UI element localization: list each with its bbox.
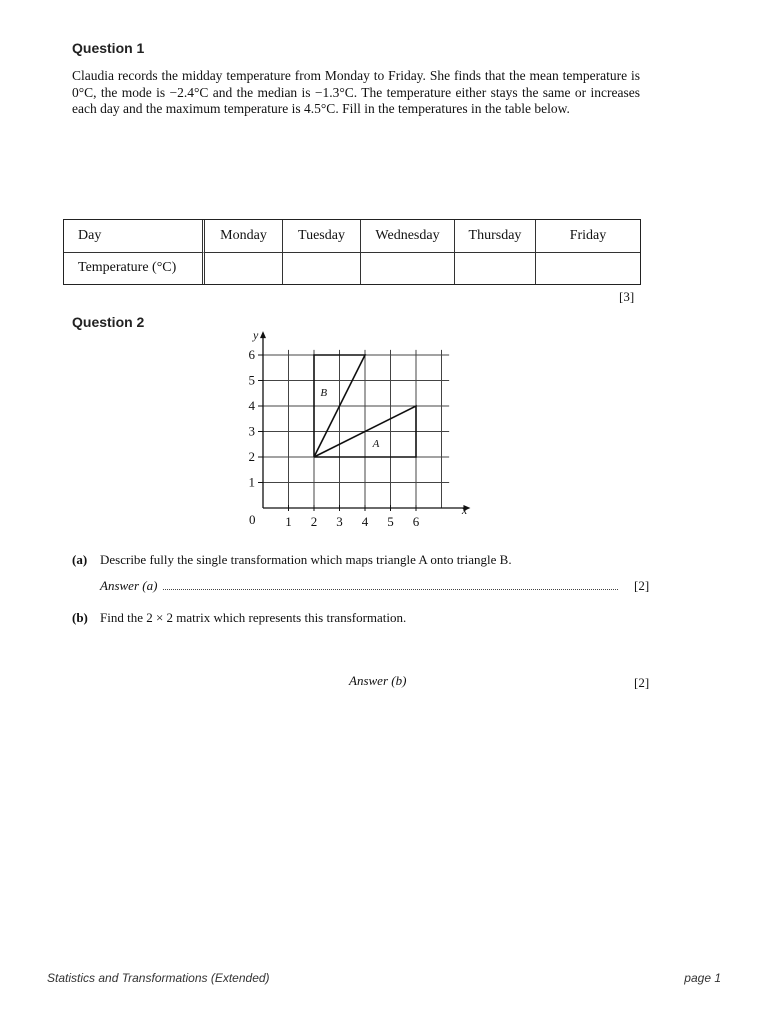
origin-label: 0 (249, 512, 256, 527)
tick-labels (249, 347, 420, 529)
day-cell-tuesday: Tuesday (283, 220, 361, 253)
day-cell-monday: Monday (205, 220, 283, 253)
temperature-table (63, 219, 641, 285)
table-row-temperatures (64, 253, 640, 285)
question-1-text: Claudia records the midday temperature from Monday to Friday. She finds that the mean temperature is 0°C, the mode is −2.4°C and the median is −1.3°C. The temperature either stays the same or increases each day and the maximum temperature is 4.5°C. Fill in the temperatures in the table below. (72, 68, 640, 116)
y-tick-label: 6 (248, 347, 255, 362)
part-b-label: (b) (72, 610, 88, 625)
answer-a-label: Answer (a) (100, 578, 158, 593)
answer-b-label: Answer (b) (349, 673, 407, 688)
x-tick-label: 3 (336, 514, 343, 529)
y-tick-label: 1 (248, 474, 255, 490)
footer-page-number: page 1 (684, 971, 721, 985)
question-1-marks: [3] (619, 289, 635, 304)
question-2-heading: Question 2 (72, 314, 145, 330)
x-tick-label: 6 (412, 514, 420, 529)
part-a-label: (a) (72, 552, 88, 567)
temp-input-wednesday[interactable] (361, 253, 455, 285)
y-tick-label: 2 (248, 449, 255, 464)
x-tick-label: 5 (387, 514, 394, 529)
day-cell-friday: Friday (536, 220, 640, 253)
y-axis-label: y (253, 328, 259, 343)
temp-input-monday[interactable] (205, 253, 283, 285)
question-2a (72, 552, 512, 568)
temp-input-thursday[interactable] (455, 253, 536, 285)
x-axis-label: x (461, 503, 468, 517)
answer-a-field[interactable] (163, 579, 618, 590)
footer-title: Statistics and Transformations (Extended) (47, 971, 270, 985)
day-label-cell: Day (64, 220, 205, 253)
temperature-label-cell: Temperature (°C) (64, 253, 205, 285)
day-cell-wednesday: Wednesday (361, 220, 455, 253)
table-row-days (64, 220, 640, 253)
y-tick-label: 3 (248, 423, 255, 439)
day-cell-thursday: Thursday (455, 220, 536, 253)
x-tick-label: 4 (361, 514, 369, 529)
y-tick-label: 4 (248, 398, 255, 413)
coordinate-graph (230, 328, 468, 537)
question-2b-marks: [2] (634, 675, 650, 690)
y-axis-arrow (260, 331, 266, 338)
part-a-text: Describe fully the single transformation which maps triangle A onto triangle B. (100, 552, 512, 567)
question-1-heading: Question 1 (72, 40, 145, 56)
part-b-text: Find the 2 × 2 matrix which represents this transformation. (100, 610, 407, 625)
answer-a-line (100, 578, 618, 594)
question-2a-marks: [2] (634, 578, 650, 593)
temp-input-friday[interactable] (536, 253, 640, 285)
x-tick-label: 1 (285, 514, 292, 529)
temp-input-tuesday[interactable] (283, 253, 361, 285)
triangle-b-label: B (320, 386, 328, 399)
question-2b (72, 610, 406, 626)
y-tick-label: 5 (248, 372, 255, 388)
x-tick-label: 2 (310, 514, 318, 529)
triangle-a-label: A (372, 437, 380, 450)
